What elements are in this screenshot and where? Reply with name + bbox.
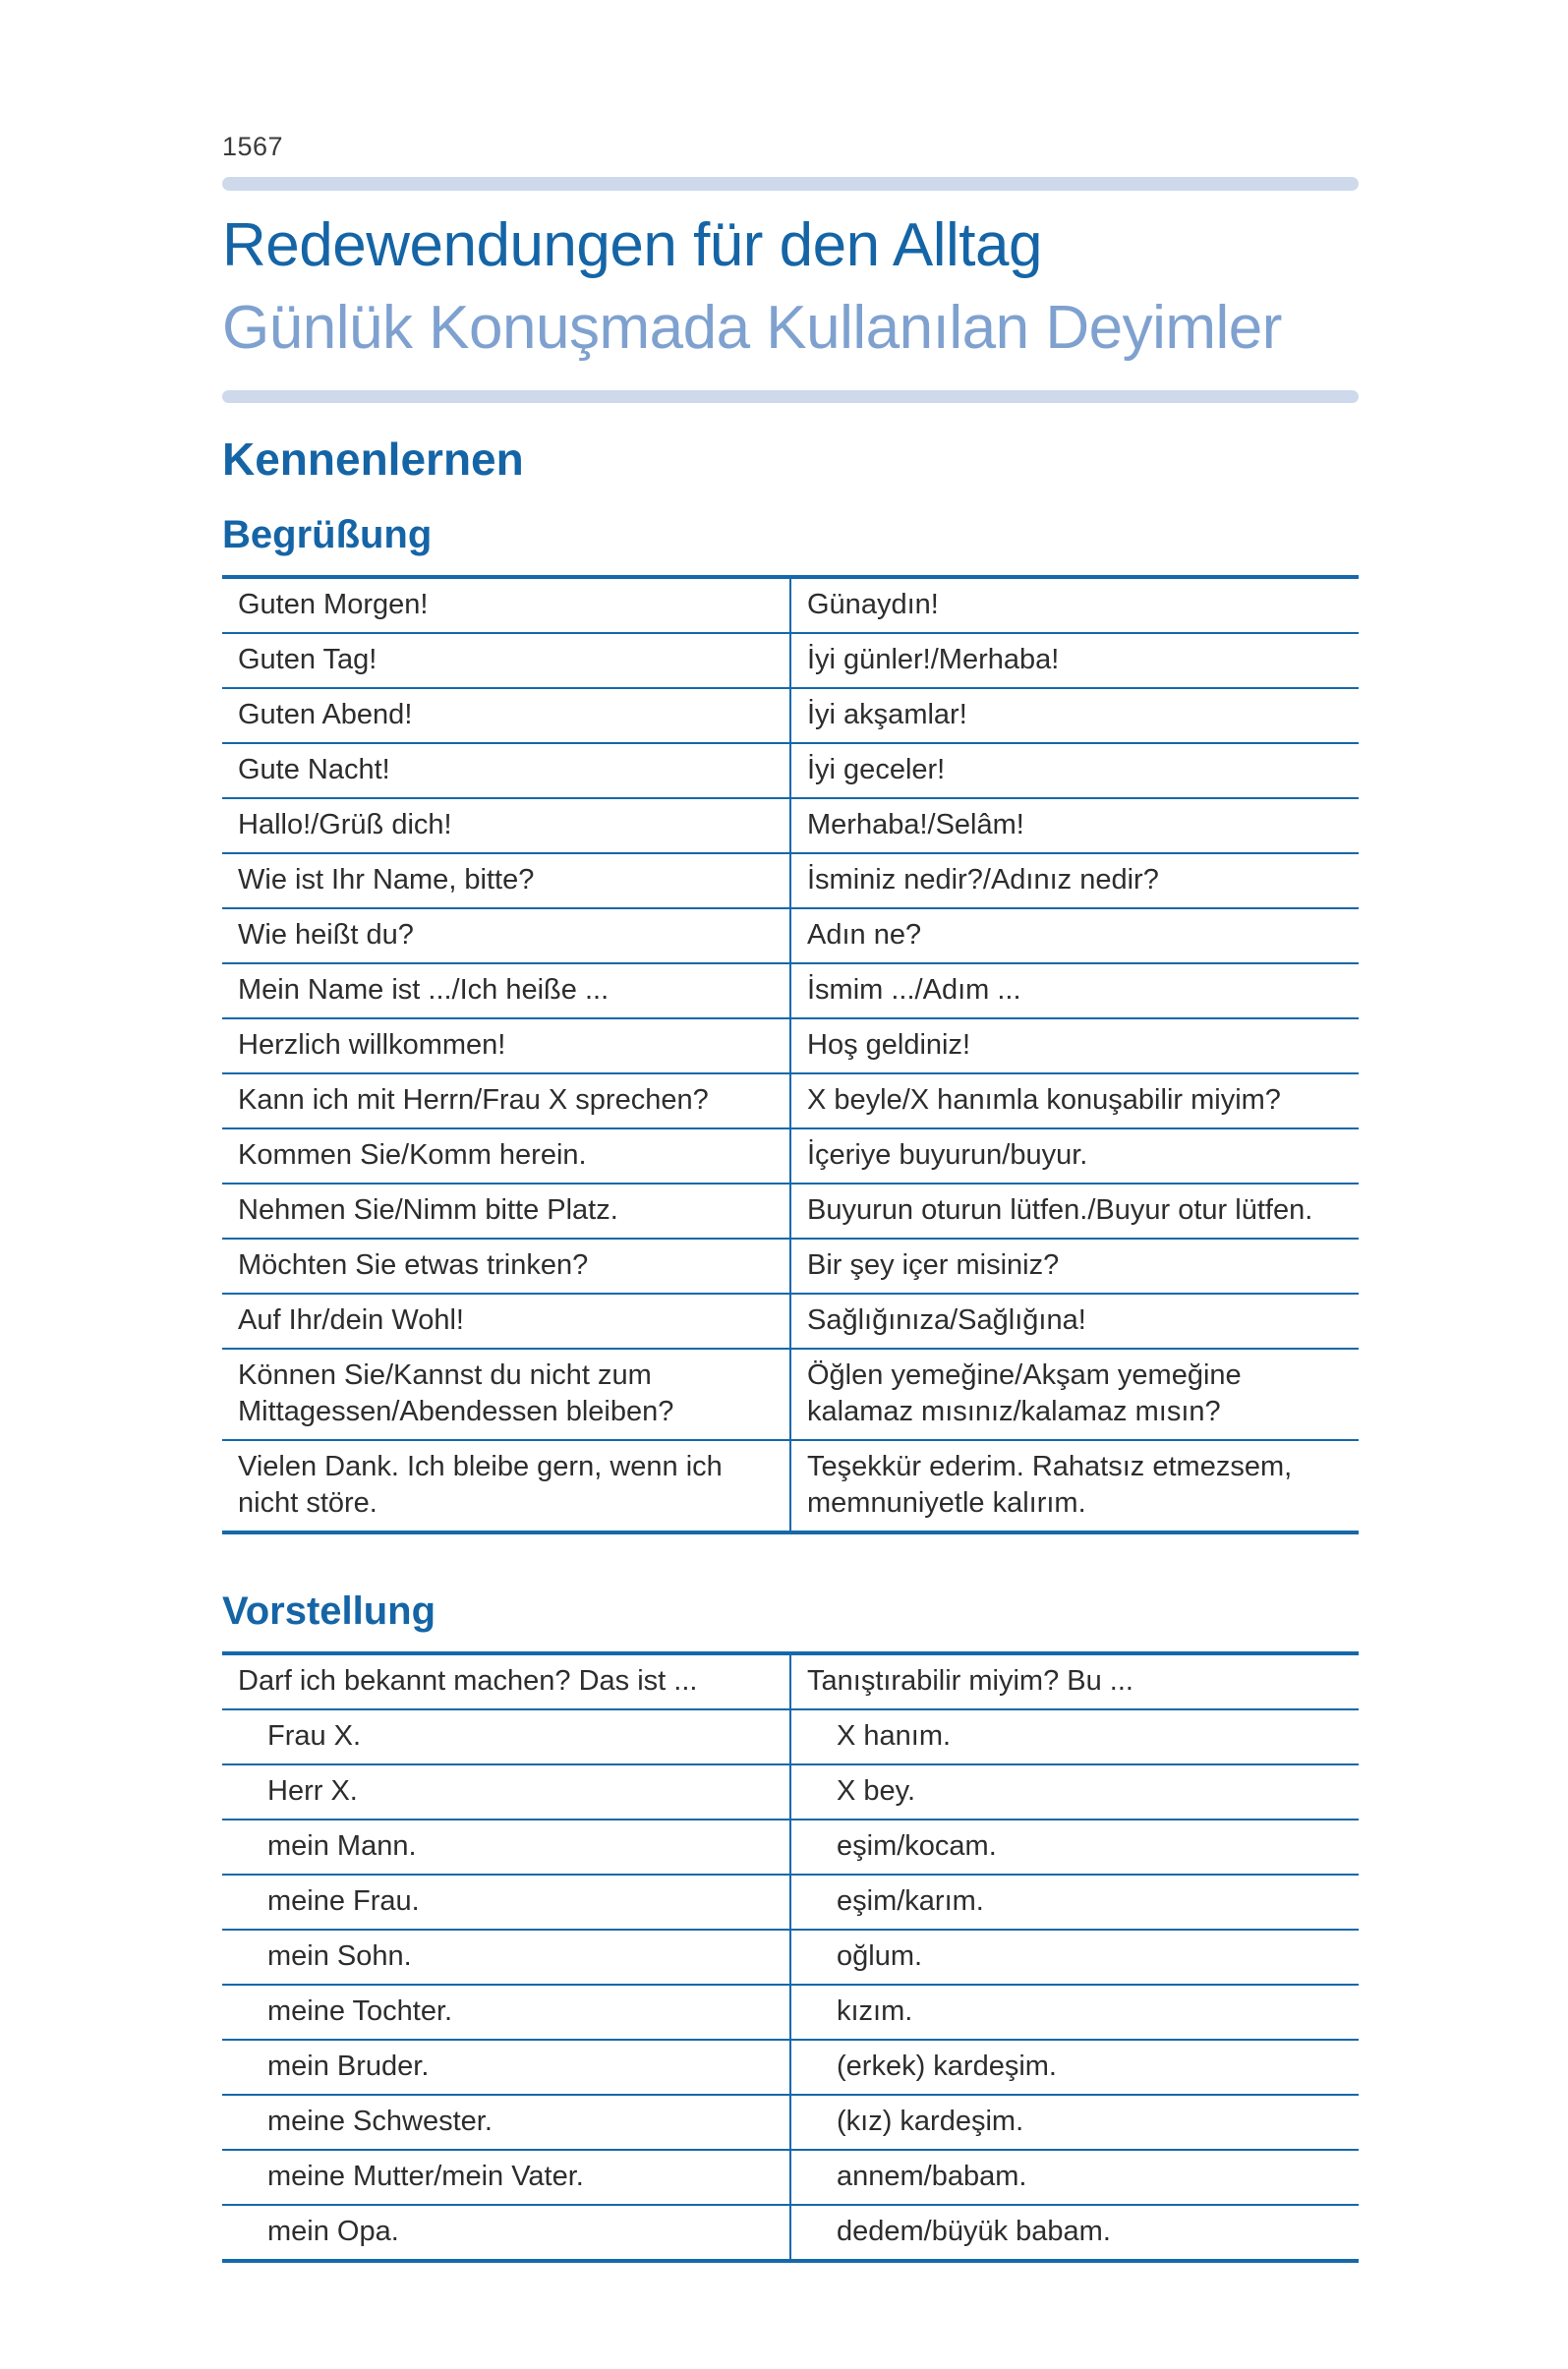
turkish-phrase-cell: Sağlığınıza/Sağlığına! <box>790 1294 1359 1349</box>
table-row <box>222 1184 1359 1239</box>
turkish-phrase-cell: İçeriye buyurun/buyur. <box>790 1128 1359 1184</box>
german-phrase-cell: Hallo!/Grüß dich! <box>222 798 790 853</box>
phrase-table-begruessung <box>222 575 1359 1534</box>
phrase-table-body <box>222 1653 1359 2261</box>
german-phrase-cell: Wie ist Ihr Name, bitte? <box>222 853 790 908</box>
turkish-phrase-cell: eşim/karım. <box>790 1875 1359 1930</box>
table-row <box>222 1440 1359 1532</box>
turkish-phrase-cell: Buyurun oturun lütfen./Buyur otur lütfen. <box>790 1184 1359 1239</box>
title-bottom-rule <box>222 390 1359 403</box>
german-phrase-cell: Wie heißt du? <box>222 908 790 963</box>
german-phrase-cell: Herr X. <box>222 1764 790 1820</box>
phrase-table-vorstellung <box>222 1651 1359 2263</box>
turkish-phrase-cell: Hoş geldiniz! <box>790 1018 1359 1073</box>
page-number: 1567 <box>222 132 284 161</box>
german-phrase-cell: Gute Nacht! <box>222 743 790 798</box>
table-row <box>222 853 1359 908</box>
turkish-phrase-cell: Teşekkür ederim. Rahatsız etmezsem, memnuniyetle kalırım. <box>790 1440 1359 1532</box>
table-row <box>222 1349 1359 1440</box>
subsection-heading-begruessung: Begrüßung <box>222 512 433 556</box>
table-row <box>222 1294 1359 1349</box>
table-row <box>222 1930 1359 1985</box>
table-row <box>222 1709 1359 1764</box>
german-phrase-cell: Kommen Sie/Komm herein. <box>222 1128 790 1184</box>
table-row <box>222 688 1359 743</box>
subsection-heading-vorstellung: Vorstellung <box>222 1589 436 1633</box>
turkish-phrase-cell: Bir şey içer misiniz? <box>790 1239 1359 1294</box>
table-row <box>222 1985 1359 2040</box>
table-row <box>222 1239 1359 1294</box>
turkish-phrase-cell: İsminiz nedir?/Adınız nedir? <box>790 853 1359 908</box>
table-row <box>222 577 1359 633</box>
table-row <box>222 1764 1359 1820</box>
turkish-phrase-cell: Günaydın! <box>807 588 939 620</box>
turkish-phrase-cell: X bey. <box>790 1764 1359 1820</box>
german-phrase-cell: Herzlich willkommen! <box>222 1018 790 1073</box>
turkish-phrase-cell: (erkek) kardeşim. <box>790 2040 1359 2095</box>
chapter-title-turkish: Günlük Konuşmada Kullanılan Deyimler <box>222 294 1282 363</box>
turkish-phrase-cell: eşim/kocam. <box>790 1820 1359 1875</box>
phrase-table-body <box>222 577 1359 1532</box>
turkish-phrase-cell: İyi günler!/Merhaba! <box>790 633 1359 688</box>
german-phrase-cell: Guten Abend! <box>222 688 790 743</box>
german-phrase-cell: Kann ich mit Herrn/Frau X sprechen? <box>222 1073 790 1128</box>
german-phrase-cell: mein Sohn. <box>222 1930 790 1985</box>
turkish-phrase-cell: Tanıştırabilir miyim? Bu ... <box>807 1664 1133 1697</box>
table-row <box>222 2205 1359 2261</box>
table-row <box>222 633 1359 688</box>
german-phrase-cell: Auf Ihr/dein Wohl! <box>222 1294 790 1349</box>
turkish-phrase-cell: X beyle/X hanımla konuşabilir miyim? <box>790 1073 1359 1128</box>
turkish-phrase-cell: (kız) kardeşim. <box>790 2095 1359 2150</box>
german-phrase-cell: Frau X. <box>222 1709 790 1764</box>
turkish-phrase-cell: İyi geceler! <box>790 743 1359 798</box>
table-row <box>222 1820 1359 1875</box>
top-rule <box>222 177 1359 191</box>
german-phrase-cell: mein Mann. <box>222 1820 790 1875</box>
table-row <box>222 1073 1359 1128</box>
turkish-phrase-cell: Öğlen yemeğine/Akşam yemeğine kalamaz mısınız/kalamaz mısın? <box>790 1349 1359 1440</box>
turkish-phrase-cell: İyi akşamlar! <box>790 688 1359 743</box>
german-phrase-cell: Guten Morgen! <box>222 577 790 633</box>
german-phrase-cell: meine Schwester. <box>222 2095 790 2150</box>
german-phrase-cell: meine Mutter/mein Vater. <box>222 2150 790 2205</box>
german-phrase-cell: Mein Name ist .../Ich heiße ... <box>222 963 790 1018</box>
table-row <box>222 963 1359 1018</box>
table-row <box>222 1875 1359 1930</box>
table-row <box>222 908 1359 963</box>
german-phrase-cell: Guten Tag! <box>222 633 790 688</box>
chapter-title-german: Redewendungen für den Alltag <box>222 211 1042 279</box>
table-row <box>222 1653 1359 1709</box>
german-phrase-cell: Können Sie/Kannst du nicht zum Mittagessen/Abendessen bleiben? <box>222 1349 790 1440</box>
table-row <box>222 2040 1359 2095</box>
german-phrase-cell: Darf ich bekannt machen? Das ist ... <box>222 1653 790 1709</box>
turkish-phrase-cell: Merhaba!/Selâm! <box>790 798 1359 853</box>
turkish-phrase-cell: kızım. <box>790 1985 1359 2040</box>
german-phrase-cell: mein Bruder. <box>222 2040 790 2095</box>
german-phrase-cell: meine Frau. <box>222 1875 790 1930</box>
turkish-phrase-cell: annem/babam. <box>790 2150 1359 2205</box>
turkish-phrase-cell: oğlum. <box>790 1930 1359 1985</box>
section-heading-kennenlernen: Kennenlernen <box>222 433 524 485</box>
table-row <box>222 1018 1359 1073</box>
turkish-phrase-cell: İsmim .../Adım ... <box>790 963 1359 1018</box>
german-phrase-cell: Nehmen Sie/Nimm bitte Platz. <box>222 1184 790 1239</box>
chapter-title <box>222 204 1359 371</box>
table-row <box>222 798 1359 853</box>
table-row <box>222 743 1359 798</box>
german-phrase-cell: Vielen Dank. Ich bleibe gern, wenn ich nicht störe. <box>222 1440 790 1532</box>
german-phrase-cell: mein Opa. <box>222 2205 790 2261</box>
table-row <box>222 2150 1359 2205</box>
table-row <box>222 1128 1359 1184</box>
german-phrase-cell: meine Tochter. <box>222 1985 790 2040</box>
turkish-phrase-cell: dedem/büyük babam. <box>790 2205 1359 2261</box>
page-content <box>222 0 1359 2263</box>
turkish-phrase-cell: X hanım. <box>790 1709 1359 1764</box>
turkish-phrase-cell: Adın ne? <box>790 908 1359 963</box>
german-phrase-cell: Möchten Sie etwas trinken? <box>222 1239 790 1294</box>
table-row <box>222 2095 1359 2150</box>
